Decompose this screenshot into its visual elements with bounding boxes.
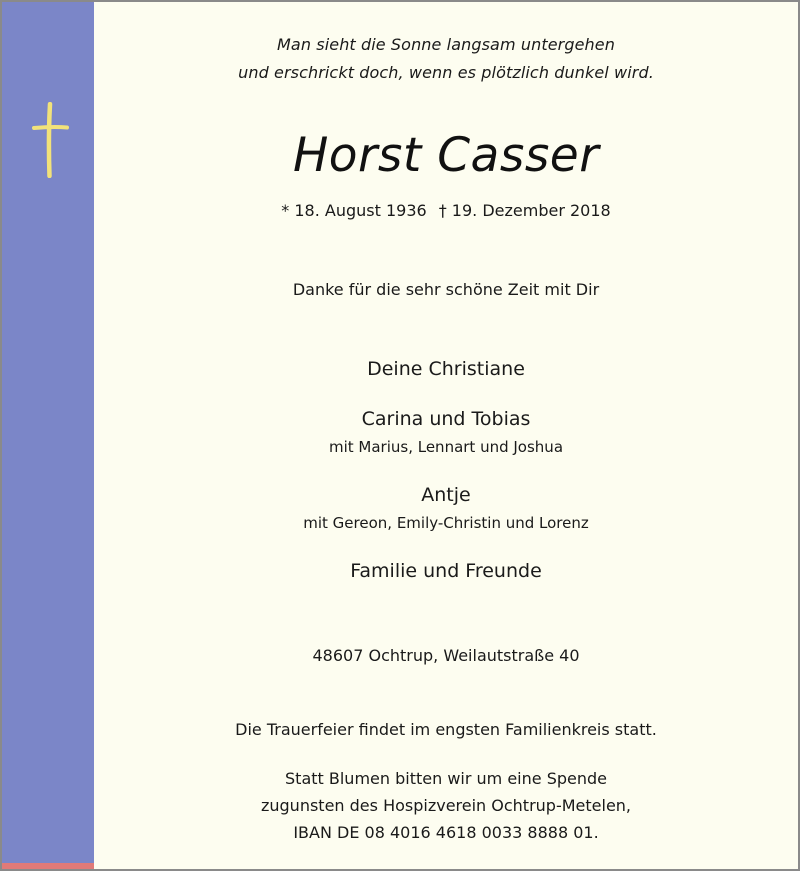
side-stripe-accent (2, 863, 94, 869)
side-stripe (2, 2, 94, 869)
mourner-group-1: Carina und Tobias (361, 408, 531, 430)
donation-line-2: zugunsten des Hospizverein Ochtrup-Metelen, (260, 796, 632, 815)
birth-date: * 18. August 1936 (281, 201, 427, 220)
mourner-first: Deine Christiane (367, 358, 525, 380)
mourner-group-1-members: mit Marius, Lennart und Joshua (328, 438, 564, 456)
address: 48607 Ochtrup, Weilautstraße 40 (312, 646, 580, 665)
notice-content (94, 2, 798, 869)
quote-line-2: und erschrickt doch, wenn es plötzlich dunkel wird. (238, 63, 654, 82)
mourner-group-2: Antje (421, 484, 471, 506)
cross-icon (31, 102, 69, 178)
life-dates (94, 201, 798, 220)
mourner-group-2-members: mit Gereon, Emily-Christin und Lorenz (303, 514, 589, 532)
thanks-text: Danke für die sehr schöne Zeit mit Dir (292, 280, 600, 299)
mourner-last: Familie und Freunde (350, 560, 542, 582)
deceased-name: Horst Casser (292, 128, 600, 183)
donation-line-1: Statt Blumen bitten wir um eine Spende (285, 769, 607, 788)
death-date: † 19. Dezember 2018 (438, 201, 611, 220)
donation-line-3: IBAN DE 08 4016 4618 0033 8888 01. (293, 823, 599, 842)
ceremony-info: Die Trauerfeier findet im engsten Familienkreis statt. (235, 720, 657, 739)
quote-line-1: Man sieht die Sonne langsam untergehen (277, 35, 615, 54)
